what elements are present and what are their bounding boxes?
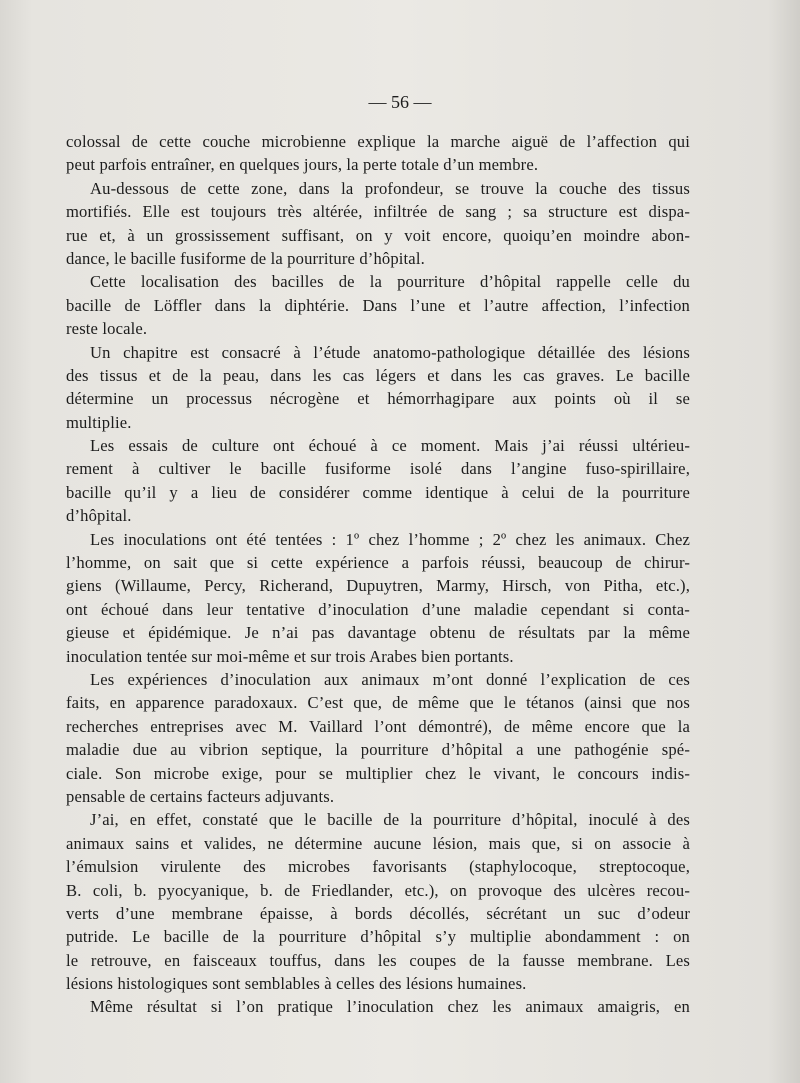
text-line: Les expériences d’inoculation aux animaux m’ont donné l’explication de ces <box>90 669 690 689</box>
page-number: — 56 — <box>368 92 432 112</box>
text-line: ont échoué dans leur tentative d’inoculation d’une maladie cependant si conta- <box>66 599 690 619</box>
text-line: inoculation tentée sur moi-même et sur trois Arabes bien portants. <box>66 646 514 666</box>
text-line: d’hôpital. <box>66 506 132 526</box>
body-text <box>66 130 690 1019</box>
text-line: l’homme, on sait que si cette expérience a parfois réussi, beaucoup de chirur- <box>66 553 690 573</box>
text-line: dance, le bacille fusiforme de la pourriture d’hôpital. <box>66 248 425 268</box>
text-line: faits, en apparence paradoxaux. C’est que, de même que le tétanos (ainsi que nos <box>66 693 690 713</box>
text-line: Les essais de culture ont échoué à ce moment. Mais j’ai réussi ultérieu- <box>90 436 690 456</box>
text-line: giens (Willaume, Percy, Richerand, Dupuytren, Marmy, Hirsch, von Pitha, etc.), <box>66 576 690 596</box>
text-line: reste locale. <box>66 319 148 339</box>
text-line: multiplie. <box>66 412 132 432</box>
text-line: colossal de cette couche microbienne explique la marche aiguë de l’affection qui <box>66 132 690 151</box>
text-line: bacille qu’il y a lieu de considérer comme identique à celui de la pourriture <box>66 482 690 502</box>
text-line: verts d’une membrane épaisse, à bords décollés, sécrétant un suc d’odeur <box>66 903 690 923</box>
text-line: animaux sains et valides, ne détermine aucune lésion, mais que, si on associe à <box>66 833 690 853</box>
text-line: détermine un processus nécrogène et hémorrhagipare aux points où il se <box>66 389 690 409</box>
text-line: rue et, à un grossissement suffisant, on y voit encore, quoiqu’en moindre abon- <box>66 225 690 245</box>
text-line: J’ai, en effet, constaté que le bacille de la pourriture d’hôpital, inoculé à des <box>90 810 690 830</box>
text-line: Au-dessous de cette zone, dans la profondeur, se trouve la couche des tissus <box>90 178 690 198</box>
text-line: maladie due au vibrion septique, la pourriture d’hôpital a une pathogénie spé- <box>66 740 690 760</box>
text-line: Les inoculations ont été tentées : 1º chez l’homme ; 2º chez les animaux. Chez <box>90 529 690 549</box>
text-line: putride. Le bacille de la pourriture d’hôpital s’y multiplie abondamment : on <box>66 927 690 947</box>
text-line: Cette localisation des bacilles de la pourriture d’hôpital rappelle celle du <box>90 272 690 292</box>
text-line: des tissus et de la peau, dans les cas légers et dans les cas graves. Le bacille <box>66 365 690 385</box>
text-line: bacille de Löffler dans la diphtérie. Dans l’une et l’autre affection, l’infection <box>66 295 690 315</box>
text-line: lésions histologiques sont semblables à celles des lésions humaines. <box>66 974 527 994</box>
text-line: gieuse et épidémique. Je n’ai pas davantage obtenu de résultats par la même <box>66 623 690 643</box>
text-line: l’émulsion virulente des microbes favorisants (staphylocoque, streptocoque, <box>66 857 690 877</box>
text-line: Un chapitre est consacré à l’étude anatomo-pathologique détaillée des lésions <box>90 342 690 362</box>
text-line: recherches entreprises avec M. Vaillard l’ont démontré), de même encore que la <box>66 716 690 736</box>
text-line: Même résultat si l’on pratique l’inoculation chez les animaux amaigris, en <box>90 997 690 1017</box>
text-line: rement à cultiver le bacille fusiforme isolé dans l’angine fuso-spirillaire, <box>66 459 690 479</box>
text-line: mortifiés. Elle est toujours très altérée, infiltrée de sang ; sa structure est dispa- <box>66 202 690 222</box>
text-line: le retrouve, en faisceaux touffus, dans les coupes de la fausse membrane. Les <box>66 950 690 970</box>
text-line: ciale. Son microbe exige, pour se multiplier chez le vivant, le concours indis- <box>66 763 690 783</box>
text-line: peut parfois entraîner, en quelques jours, la perte totale d’un membre. <box>66 155 539 175</box>
text-line: pensable de certains facteurs adjuvants. <box>66 786 335 806</box>
text-line: B. coli, b. pyocyanique, b. de Friedlander, etc.), on provoque des ulcères recou- <box>66 880 690 900</box>
